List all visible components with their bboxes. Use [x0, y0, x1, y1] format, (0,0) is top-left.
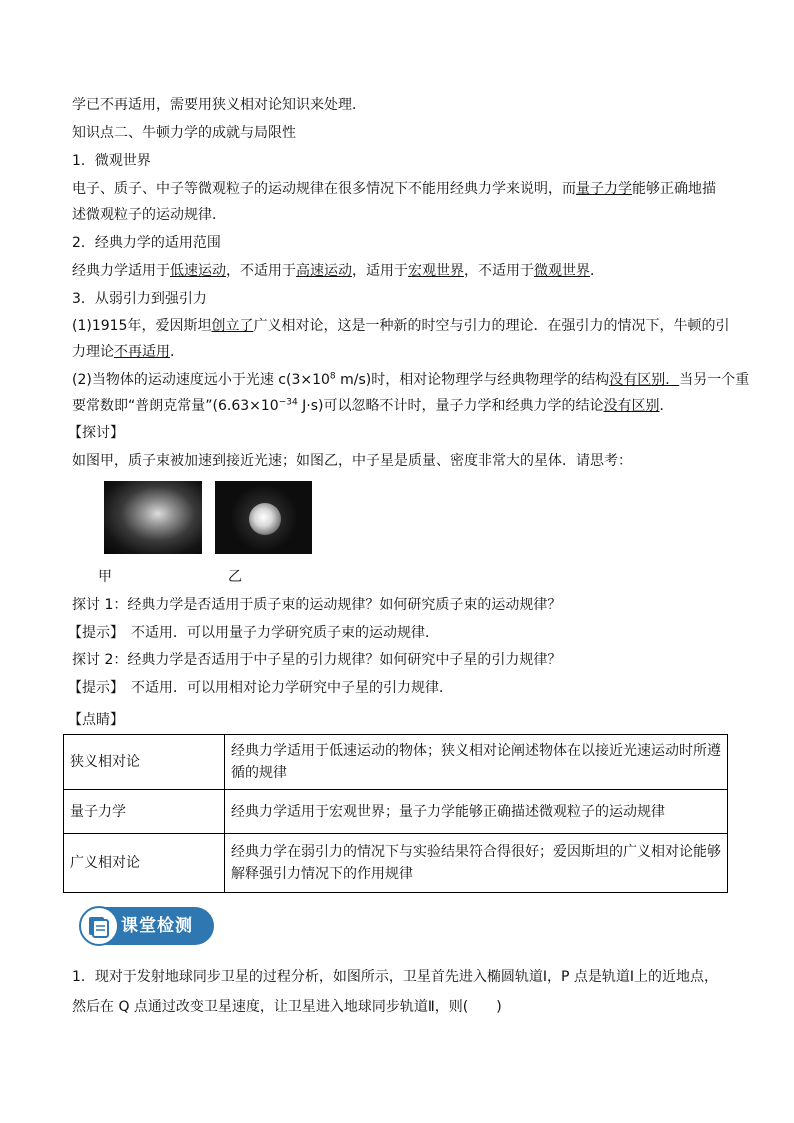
underlined-term: 没有区别．	[609, 372, 680, 388]
section-heading: 知识点二、牛顿力学的成就与局限性	[72, 125, 296, 141]
hint-line: 【提示】 不适用．可以用量子力学研究质子束的运动规律．	[68, 625, 439, 641]
underlined-term: 微观世界	[534, 263, 590, 279]
underlined-term: 创立了	[211, 318, 254, 334]
text: ，不适用于	[464, 263, 534, 279]
book-icon	[79, 906, 119, 946]
text-line: 探讨 1：经典力学是否适用于质子束的运动规律？如何研究质子束的运动规律？	[72, 597, 562, 613]
text: ，适用于	[352, 263, 408, 279]
superscript: 8	[329, 371, 336, 382]
text: ．	[659, 398, 674, 414]
banner-label: 课堂检测	[121, 916, 193, 936]
text: m/s)时，相对论物理学与经典物理学的结构	[335, 372, 610, 388]
caption-yi: 乙	[228, 569, 242, 585]
table-row	[64, 735, 728, 790]
text-line	[72, 261, 604, 281]
proton-beam-image	[104, 481, 202, 554]
summary-table	[63, 734, 728, 893]
subheading: 1．微观世界	[72, 153, 151, 169]
table-cell-value	[225, 834, 728, 893]
table-cell-key: 狭义相对论	[64, 735, 225, 790]
text: 能够正确地描	[632, 181, 716, 197]
text-line	[72, 342, 184, 362]
text-line: 述微观粒子的运动规律．	[72, 207, 226, 223]
hint-line: 【提示】 不适用．可以用相对论力学研究中子星的引力规律．	[68, 680, 453, 696]
text: ，不适用于	[226, 263, 296, 279]
label-tantao: 【探讨】	[68, 425, 124, 441]
underlined-term: 没有区别	[603, 398, 660, 414]
label-dianjing: 【点睛】	[68, 712, 124, 728]
table-cell-key: 广义相对论	[64, 834, 225, 893]
text: ．	[170, 344, 184, 360]
underlined-term: 低速运动	[170, 263, 226, 279]
section-banner	[81, 907, 214, 945]
subheading: 2．经典力学的适用范围	[72, 235, 221, 251]
text: J·s)可以忽略不计时，量子力学和经典力学的结论	[297, 398, 604, 414]
neutron-star-image	[215, 481, 312, 554]
cell-line: 解释强引力情况下的作用规律	[231, 866, 413, 882]
text: 力理论	[72, 344, 114, 360]
text-line	[72, 396, 673, 416]
cell-line: 经典力学在弱引力的情况下与实验结果符合得很好；爱因斯坦的广义相对论能够	[231, 844, 721, 860]
text-line	[72, 316, 729, 336]
underlined-term: 宏观世界	[408, 263, 464, 279]
cell-line: 循的规律	[231, 765, 287, 781]
text: 经典力学适用于	[72, 263, 170, 279]
text: 电子、质子、中子等微观粒子的运动规律在很多情况下不能用经典力学来说明，而	[72, 181, 576, 197]
superscript: −34	[278, 397, 298, 408]
text-line	[72, 179, 716, 199]
table-cell-value: 经典力学适用于宏观世界；量子力学能够正确描述微观粒子的运动规律	[225, 790, 728, 834]
underlined-term: 量子力学	[576, 181, 632, 197]
caption-jia: 甲	[98, 569, 112, 585]
underlined-term: 高速运动	[296, 263, 352, 279]
table-row	[64, 834, 728, 893]
question-line: 1．现对于发射地球同步卫星的过程分析，如图所示，卫星首先进入椭圆轨道Ⅰ，P 点是轨道Ⅰ上的近地点，	[72, 969, 719, 985]
text: 要常数即“普朗克常量”(6.63×10	[72, 398, 279, 414]
table-cell-key: 量子力学	[64, 790, 225, 834]
text-line	[72, 370, 749, 390]
question-line: 然后在 Q 点通过改变卫星速度，让卫星进入地球同步轨道Ⅱ，则( )	[72, 999, 502, 1015]
text: 广义相对论，这是一种新的时空与引力的理论．在强引力的情况下，牛顿的引	[253, 318, 730, 334]
underlined-term: 不再适用	[114, 344, 170, 360]
table-row	[64, 790, 728, 834]
text: 当另一个重	[679, 372, 750, 388]
subheading: 3．从弱引力到强引力	[72, 291, 207, 307]
text-line: 学已不再适用，需要用狭义相对论知识来处理．	[72, 97, 366, 113]
neutron-star	[249, 503, 281, 535]
text: (1)1915年，爱因斯坦	[72, 318, 212, 334]
table-cell-value	[225, 735, 728, 790]
text: (2)当物体的运动速度远小于光速 c(3×10	[72, 372, 330, 388]
text-line: 探讨 2：经典力学是否适用于中子星的引力规律？如何研究中子星的引力规律？	[72, 652, 562, 668]
text-line: 如图甲，质子束被加速到接近光速；如图乙，中子星是质量、密度非常大的星体．请思考：	[72, 453, 632, 469]
text: ．	[590, 263, 604, 279]
cell-line: 经典力学适用于低速运动的物体；狭义相对论阐述物体在以接近光速运动时所遵	[231, 743, 721, 759]
